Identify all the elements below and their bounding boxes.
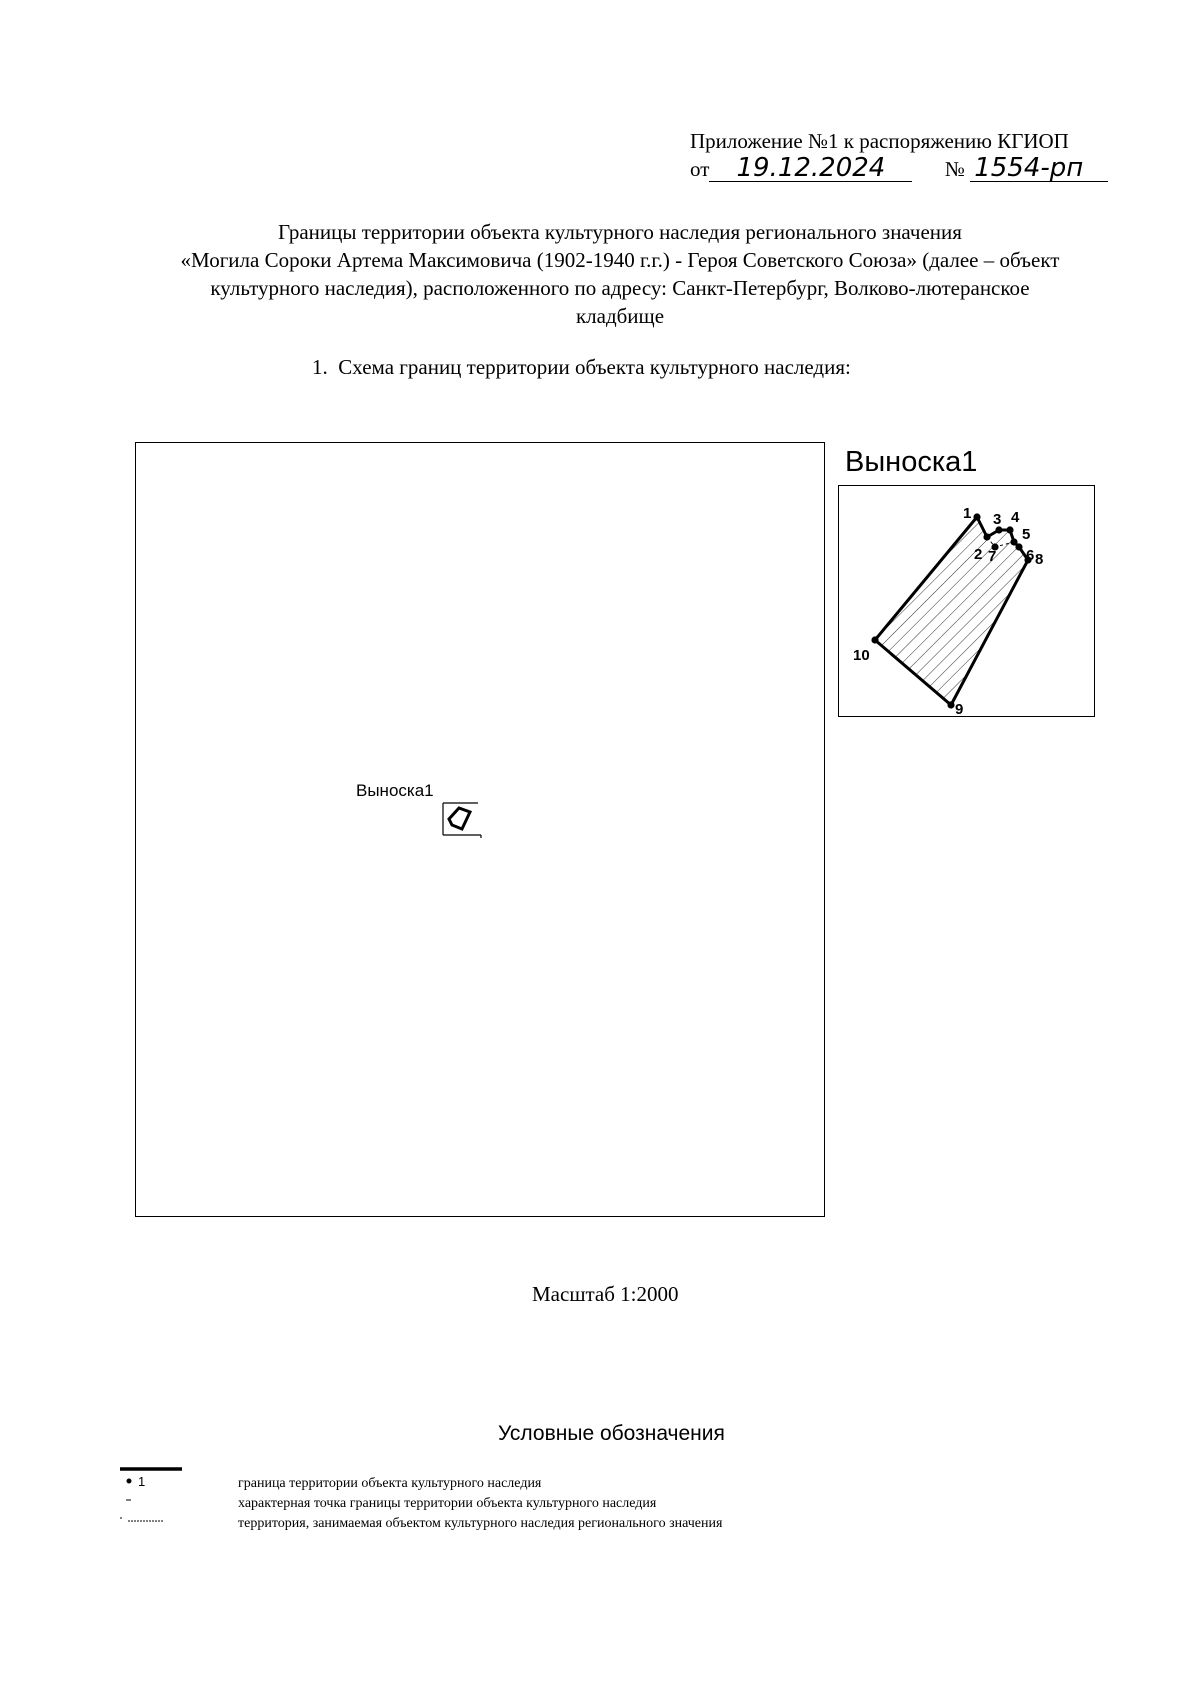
section-number: 1. [312, 355, 328, 379]
boundary-point-1 [973, 513, 980, 520]
section-heading [312, 355, 851, 380]
boundary-point-10 [871, 636, 878, 643]
boundary-point-4 [1006, 526, 1013, 533]
number-prefix: № [944, 157, 965, 181]
legend-item-point: характерная точка границы территории объекта культурного наследия [238, 1496, 657, 1511]
map-callout-marker [440, 800, 486, 838]
callout-parcel-drawing [838, 485, 1095, 717]
handwritten-number: 1554-рп [970, 155, 1108, 182]
appendix-block [690, 128, 1108, 183]
boundary-point-label-8: 8 [1035, 551, 1044, 568]
legend-item-territory: территория, занимаемая объектом культурного наследия регионального значения [238, 1516, 723, 1531]
title-line-3: культурного наследия), расположенного по адресу: Санкт-Петербург, Волково-лютеранское [210, 276, 1030, 300]
boundary-point-label-2: 2 [974, 546, 983, 563]
parcel-boundary [875, 517, 1031, 705]
section-text: Схема границ территории объекта культурного наследия: [338, 355, 851, 379]
boundary-point-label-1: 1 [963, 505, 972, 522]
map-scale: Масштаб 1:2000 [532, 1282, 679, 1306]
date-prefix: от [690, 157, 710, 181]
document-title [60, 218, 1180, 330]
map-callout-label: Выноска1 [356, 781, 434, 800]
boundary-point-9 [947, 701, 954, 708]
handwritten-date: 19.12.2024 [709, 155, 912, 182]
legend-title: Условные обозначения [498, 1422, 725, 1445]
boundary-point-label-10: 10 [853, 647, 870, 664]
boundary-point-label-7: 7 [988, 548, 997, 565]
title-line-2: «Могила Сороки Артема Максимовича (1902-1940 г.г.) - Героя Советского Союза» (далее – объект [180, 248, 1060, 272]
boundary-point-2 [983, 533, 990, 540]
legend-point-symbol [127, 1479, 132, 1484]
boundary-point-label-3: 3 [993, 511, 1002, 528]
title-line-1: Границы территории объекта культурного наследия регионального значения [278, 220, 962, 244]
legend-symbols [118, 1466, 190, 1536]
boundary-point-label-6: 6 [1026, 547, 1035, 564]
appendix-line: Приложение №1 к распоряжению КГИОП [690, 129, 1069, 153]
appendix-date-number-line [690, 155, 1108, 183]
boundary-point-6 [1015, 543, 1022, 550]
boundary-point-label-9: 9 [955, 701, 964, 717]
legend-item-boundary: граница территории объекта культурного наследия [238, 1476, 542, 1491]
boundary-point-label-4: 4 [1011, 509, 1020, 526]
boundary-point-label-5: 5 [1022, 526, 1031, 543]
map-object-outline [449, 808, 470, 829]
title-line-4: кладбище [575, 304, 665, 328]
callout-title: Выноска1 [845, 446, 978, 478]
legend-point-sample-label: 1 [138, 1474, 146, 1489]
